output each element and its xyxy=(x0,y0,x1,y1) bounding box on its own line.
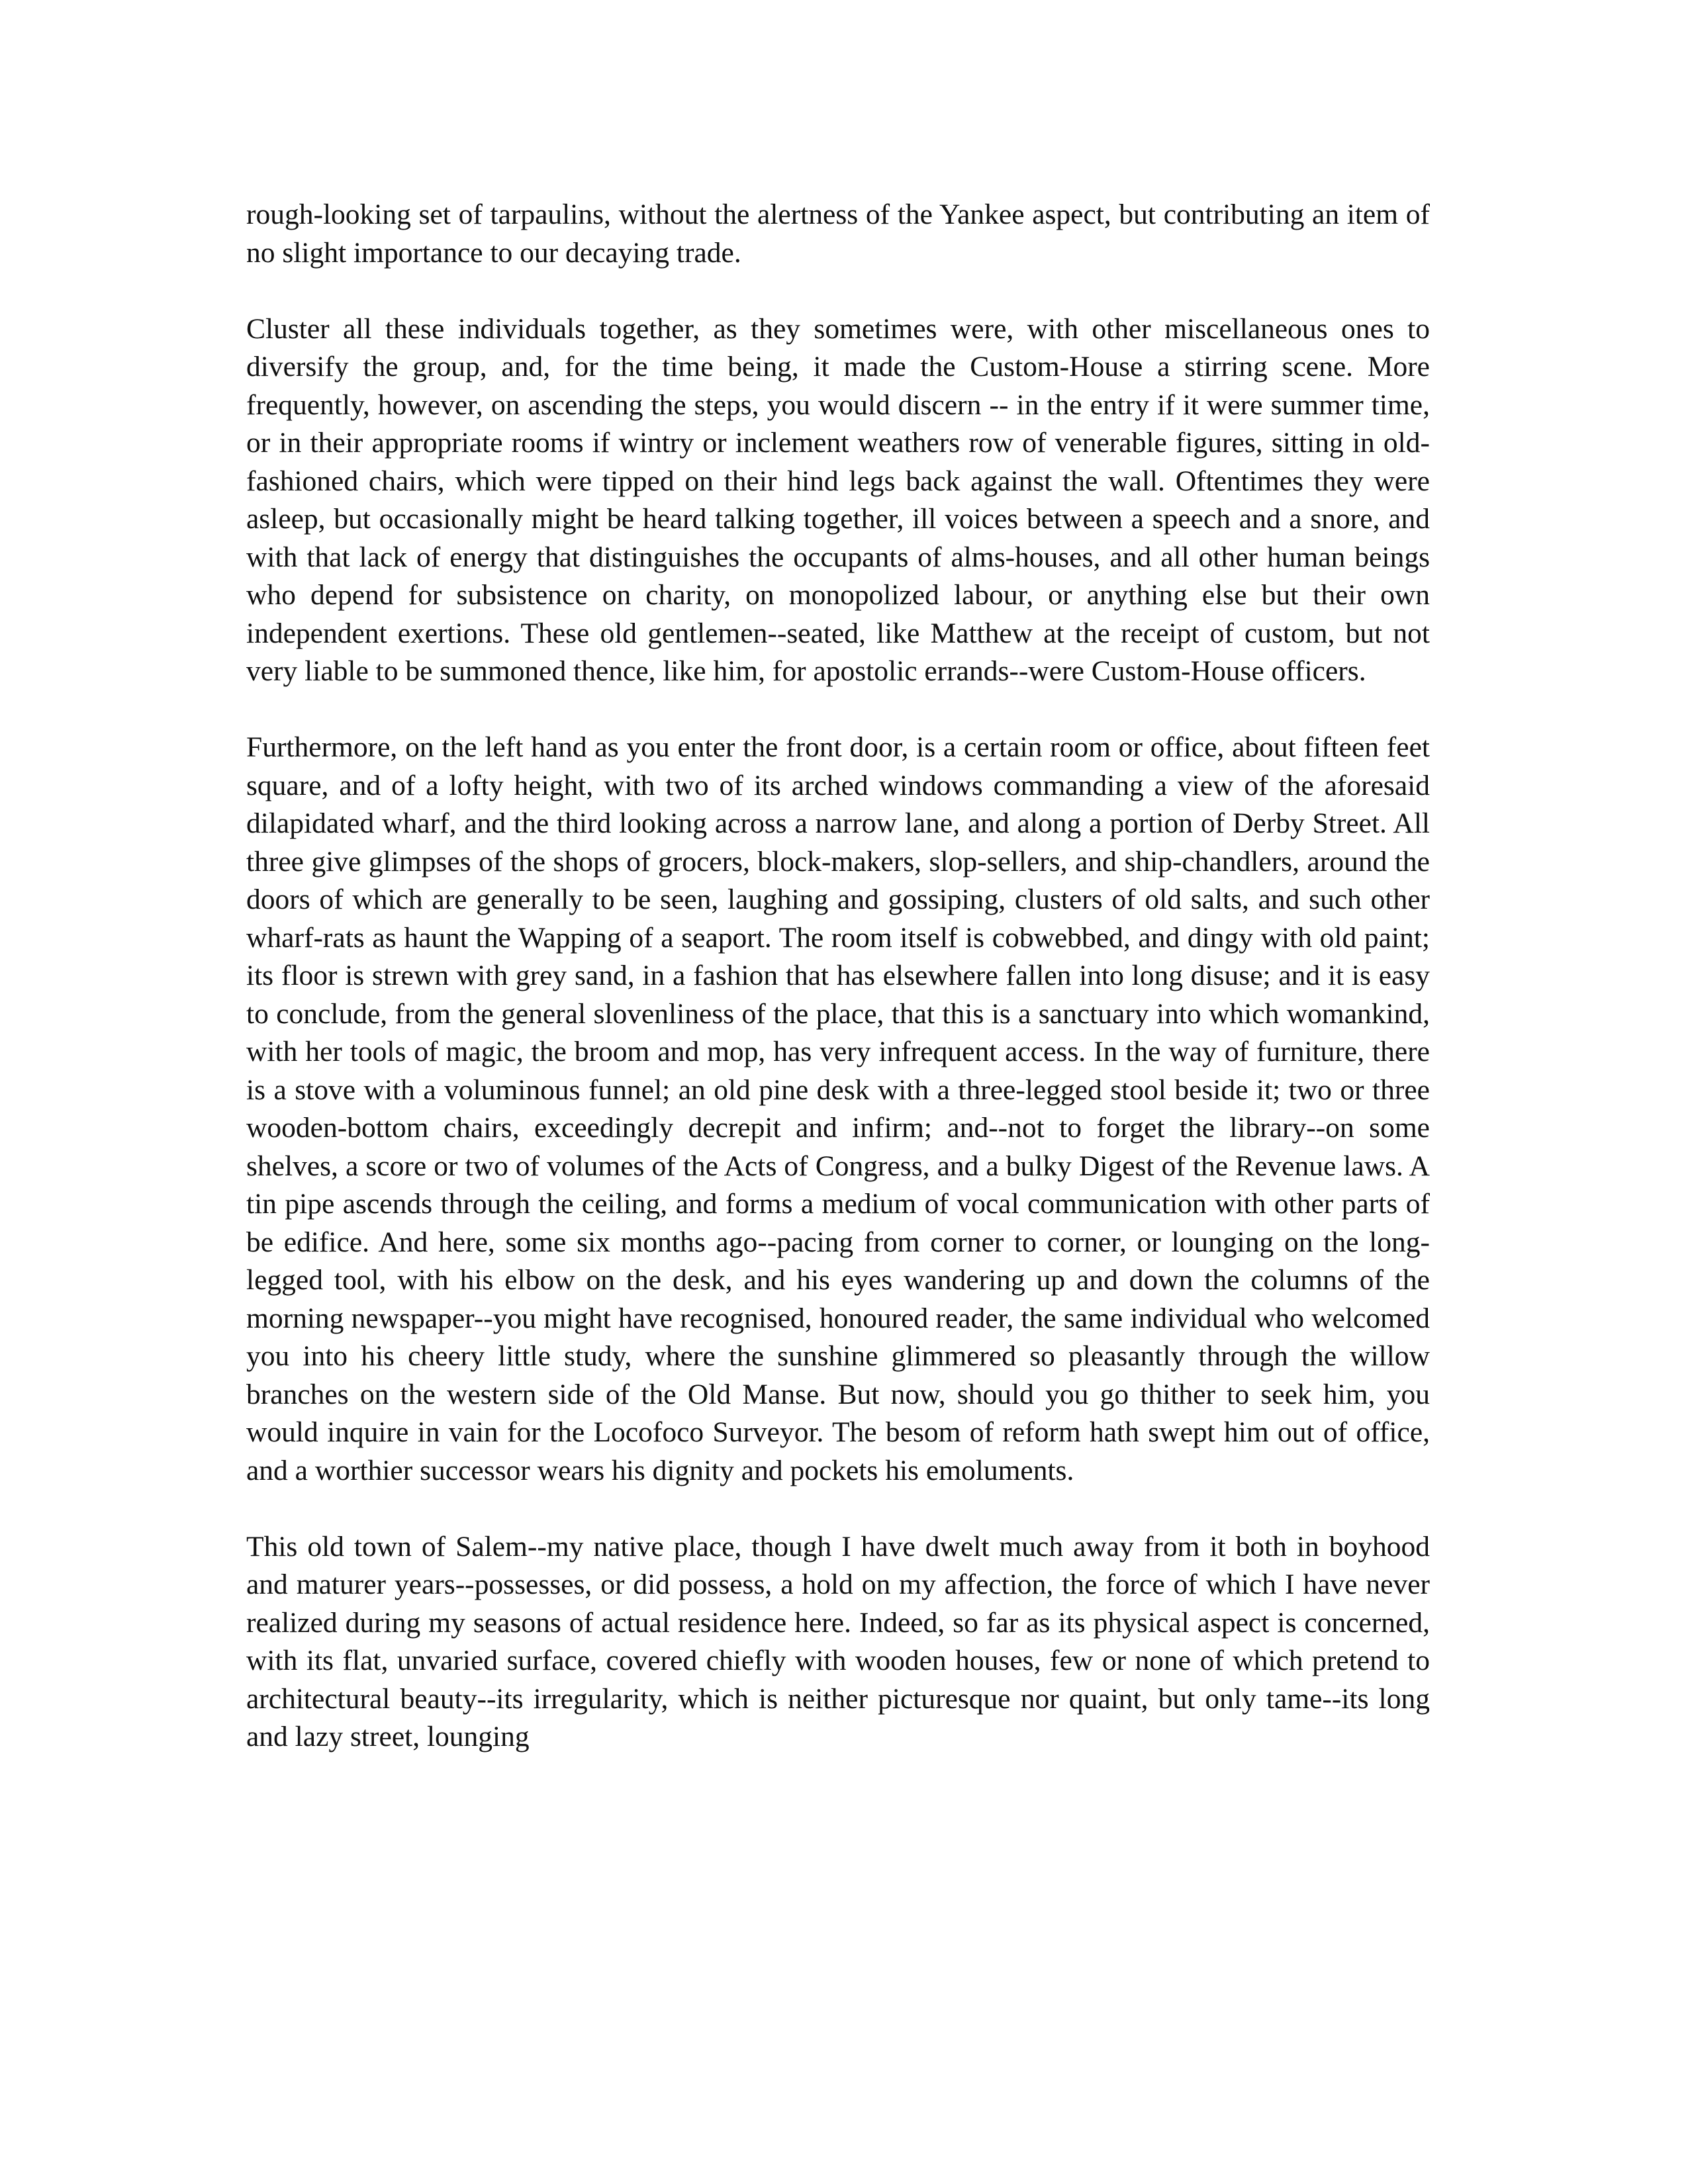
paragraph-custom-house-officers: Cluster all these individuals together, as they sometimes were, with other miscellaneous ones to diversify the group, and, for the time being, it made the Custom-House a stirring scene. More frequently, however, on ascending the steps, you would discern -- in the entry if it were summer time, or in their appropriate rooms if wintry or inclement weathers row of venerable figures, sitting in old-fashioned chairs, which were tipped on their hind legs back against the wall. Oftentimes they were asleep, but occasionally might be heard talking together, ill voices between a speech and a snore, and with that lack of energy that distinguishes the occupants of alms-houses, and all other human beings who depend for subsistence on charity, on monopolized labour, or anything else but their own independent exertions. These old gentlemen--seated, like Matthew at the receipt of custom, but not very liable to be summoned thence, like him, for apostolic errands--were Custom-House officers. xyxy=(246,312,1430,687)
paragraph-salem: This old town of Salem--my native place, though I have dwelt much away from it both in boyhood and maturer years--possesses, or did possess, a hold on my affection, the force of which I have never realized during my seasons of actual residence here. Indeed, so far as its physical aspect is concerned, with its flat, unvaried surface, covered chiefly with wooden houses, few or none of which pretend to architectural beauty--its irregularity, which is neither picturesque nor quaint, but only tame--its long and lazy street, lounging xyxy=(246,1530,1430,1752)
document-page xyxy=(246,196,1430,1756)
paragraph-surveyor-office: Furthermore, on the left hand as you enter the front door, is a certain room or office, about fifteen feet square, and of a lofty height, with two of its arched windows commanding a view of the aforesaid dilapidated wharf, and the third looking across a narrow lane, and along a portion of Derby Street. All three give glimpses of the shops of grocers, block-makers, slop-sellers, and ship-chandlers, around the doors of which are generally to be seen, laughing and gossiping, clusters of old salts, and such other wharf-rats as haunt the Wapping of a seaport. The room itself is cobwebbed, and dingy with old paint; its floor is strewn with grey sand, in a fashion that has elsewhere fallen into long disuse; and it is easy to conclude, from the general slovenliness of the place, that this is a sanctuary into which womankind, with her tools of magic, the broom and mop, has very infrequent access. In the way of furniture, there is a stove with a voluminous funnel; an old pine desk with a three-legged stool beside it; two or three wooden-bottom chairs, exceedingly decrepit and infirm; and--not to forget the library--on some shelves, a score or two of volumes of the Acts of Congress, and a bulky Digest of the Revenue laws. A tin pipe ascends through the ceiling, and forms a medium of vocal communication with other parts of be edifice. And here, some six months ago--pacing from corner to corner, or lounging on the long-legged tool, with his elbow on the desk, and his eyes wandering up and down the columns of the morning newspaper--you might have recognised, honoured reader, the same individual who welcomed you into his cheery little study, where the sunshine glimmered so pleasantly through the willow branches on the western side of the Old Manse. But now, should you go thither to seek him, you would inquire in vain for the Locofoco Surveyor. The besom of reform hath swept him out of office, and a worthier successor wears his dignity and pockets his emoluments. xyxy=(246,731,1430,1486)
paragraph-tarpaulins: rough-looking set of tarpaulins, without the alertness of the Yankee aspect, but contributing an item of no slight importance to our decaying trade. xyxy=(246,199,1430,269)
